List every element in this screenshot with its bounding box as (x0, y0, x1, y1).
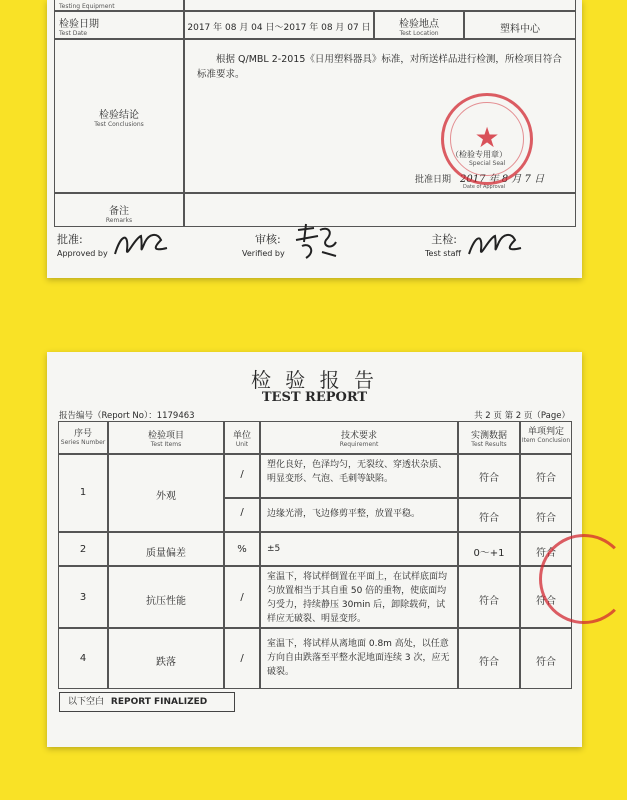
row-1a-conclusion (520, 454, 572, 498)
approved-label-en: Approved by (57, 249, 108, 258)
test-date-value: 2017 年 08 月 04 日～2017 年 08 月 07 日 (187, 23, 371, 33)
report-number (59, 409, 195, 421)
row-conclusion: 符合 (536, 513, 556, 524)
row-4-conclusion (520, 628, 572, 689)
test-location-label: 检验地点 (399, 19, 439, 30)
conclusion-label-en: Test Conclusions (94, 121, 144, 128)
row-unit: / (240, 469, 244, 480)
test-staff-label: 主检: (431, 233, 458, 246)
verified-label: 审核: (254, 233, 281, 246)
approver-signature (111, 228, 171, 262)
row-3-item (108, 566, 224, 628)
equipment-value-cell (184, 0, 576, 11)
report-title-en: TEST REPORT (261, 390, 368, 405)
header-label: 单项判定 (527, 427, 564, 437)
test-staff-label-en: Test staff (425, 249, 462, 258)
row-unit: % (237, 544, 247, 555)
row-3-number (58, 566, 108, 628)
conclusion-label: 检验结论 (99, 110, 139, 121)
finalized-label-en: REPORT FINALIZED (110, 697, 208, 707)
header-label-en: Test Items (150, 441, 182, 448)
report-number-value: 1179463 (156, 411, 195, 421)
row-4-item (108, 628, 224, 689)
special-seal-label-en: Special Seal (469, 160, 506, 167)
report-title: 检 验 报 告 (250, 368, 379, 392)
row-2-result (458, 532, 520, 566)
row-requirement: 室温下，将试样倒置在平面上，在试样底面均匀放置相当于其自重 50 倍的重物，使底面均匀受力，持续静压 30min 后，卸除载荷，试样应无破裂、明显变形。 (267, 572, 448, 624)
header-label: 检验项目 (147, 431, 184, 441)
header-unit (224, 421, 260, 454)
report-page-2 (47, 352, 582, 747)
row-1b-requirement (260, 498, 458, 532)
row-item: 质量偏差 (146, 548, 186, 559)
test-location-label-en: Test Location (399, 30, 439, 37)
finalized-label: 以下空白 (68, 697, 105, 707)
row-4-number (58, 628, 108, 689)
header-label: 技术要求 (340, 431, 377, 441)
row-2-unit (224, 532, 260, 566)
issue-date-label: 批准日期 (415, 175, 452, 185)
row-1b-conclusion (520, 498, 572, 532)
header-label-en: Series Number (60, 439, 106, 446)
row-1a-unit (224, 454, 260, 498)
row-1-item (108, 454, 224, 532)
issue-date-label-en: Date of Approval (463, 184, 506, 190)
header-label-en: Item Conclusion (521, 437, 571, 444)
row-1b-result (458, 498, 520, 532)
test-location-value-cell (464, 11, 576, 39)
verifier-signature (292, 222, 340, 264)
test-date-label-cell (54, 11, 184, 39)
approved-label: 批准: (57, 233, 83, 246)
report-page-1 (47, 0, 582, 278)
row-conclusion: 符合 (536, 548, 556, 559)
row-2-number (58, 532, 108, 566)
row-3-unit (224, 566, 260, 628)
results-table (58, 421, 572, 689)
row-result: 符合 (479, 657, 499, 668)
row-number: 4 (79, 653, 87, 664)
row-number: 3 (79, 592, 87, 603)
row-4-requirement (260, 628, 458, 689)
header-requirement (260, 421, 458, 454)
page-2-seal-stamp (539, 534, 627, 624)
row-unit: / (240, 507, 244, 518)
test-date-value-cell (184, 11, 374, 39)
row-number: 1 (79, 487, 87, 498)
row-unit: / (240, 653, 244, 664)
header-label: 实测数据 (470, 431, 507, 441)
row-3-requirement (260, 566, 458, 628)
row-requirement: ±5 (267, 544, 281, 554)
test-staff-block (425, 231, 461, 258)
test-location-value: 塑料中心 (500, 24, 540, 35)
header-label-en: Requirement (339, 441, 379, 448)
row-1b-unit (224, 498, 260, 532)
row-requirement: 室温下，将试样从离地面 0.8m 高处，以任意方向自由跌落至平整水泥地面连续 3 次，应无破裂。 (267, 639, 450, 677)
header-label-en: Unit (235, 441, 249, 448)
row-3-result (458, 566, 520, 628)
seal-star-icon: ★ (474, 120, 500, 154)
row-result: 符合 (479, 473, 499, 484)
row-unit: / (240, 592, 244, 603)
header-label: 序号 (73, 429, 92, 439)
row-item: 抗压性能 (146, 596, 186, 607)
row-2-item (108, 532, 224, 566)
row-4-result (458, 628, 520, 689)
row-2-requirement (260, 532, 458, 566)
remarks-value-cell (184, 193, 576, 227)
row-1a-requirement (260, 454, 458, 498)
row-number: 2 (79, 544, 87, 555)
approved-by-block (57, 231, 108, 258)
header-series-number (58, 421, 108, 454)
testing-equipment-label: Testing Equipment (59, 3, 115, 10)
test-staff-signature (465, 228, 525, 262)
header-label: 单位 (232, 431, 251, 441)
test-date-label-en: Test Date (59, 30, 88, 37)
report-finalized-box (59, 692, 235, 712)
row-conclusion: 符合 (536, 596, 556, 607)
report-number-label: 报告编号（Report No）： (59, 411, 157, 421)
row-requirement: 边缘光滑，飞边修剪平整，放置平稳。 (267, 509, 421, 519)
remarks-label-cell (54, 193, 184, 227)
row-item: 跌落 (156, 657, 176, 668)
row-item: 外观 (156, 491, 176, 502)
row-conclusion: 符合 (536, 473, 556, 484)
official-seal-stamp (441, 93, 533, 185)
remarks-label: 备注 (109, 206, 129, 217)
row-1-number (58, 454, 108, 532)
row-conclusion: 符合 (536, 657, 556, 668)
remarks-label-en: Remarks (105, 217, 133, 224)
row-result: 0～+1 (473, 548, 505, 559)
row-4-unit (224, 628, 260, 689)
equipment-label-cell (54, 0, 184, 11)
verified-label-en: Verified by (242, 249, 285, 258)
header-label-en: Test Results (471, 441, 507, 448)
row-1a-result (458, 454, 520, 498)
issue-date-value: 2017 年 8 月 7 日 (460, 174, 545, 185)
conclusion-text: 根据 Q/MBL 2-2015《日用塑料器具》标准，对所送样品进行检测，所检项目符合标准要求。 (197, 54, 562, 80)
row-requirement: 塑化良好，色泽均匀，无裂纹、穿透状杂质、明显变形、气泡、毛刺等缺陷。 (267, 460, 448, 484)
verified-by-block (242, 231, 285, 258)
header-test-items (108, 421, 224, 454)
page-info: 共 2 页 第 2 页（Page） (474, 411, 570, 421)
conclusion-label-cell (54, 39, 184, 193)
test-location-label-cell (374, 11, 464, 39)
test-date-label: 检验日期 (59, 19, 99, 30)
header-test-results (458, 421, 520, 454)
special-seal-label: （检验专用章） (451, 150, 507, 159)
header-item-conclusion (520, 421, 572, 454)
row-result: 符合 (479, 596, 499, 607)
row-result: 符合 (479, 513, 499, 524)
